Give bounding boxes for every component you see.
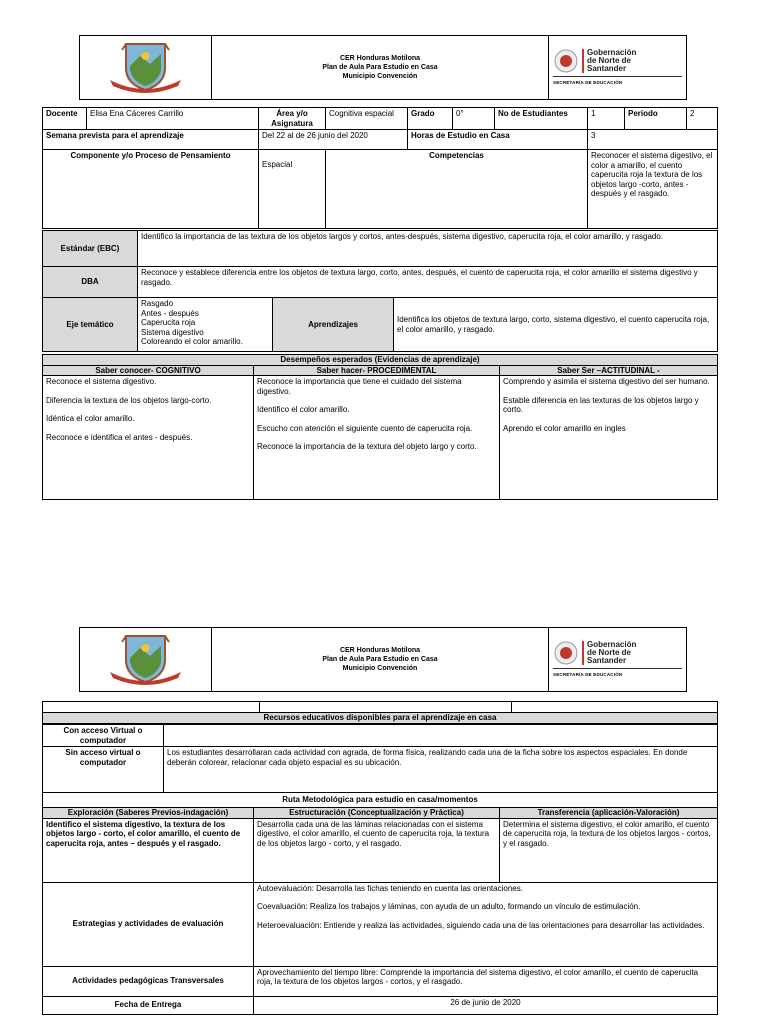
area-value: Cognitiva espacial [326,108,408,130]
ruta-label: Ruta Metodológica para estudio en casa/momentos [43,793,718,808]
fecha-value: 26 de junio de 2020 [254,996,718,1014]
institution-name: CER Honduras Motilona [339,54,421,62]
page1-header [79,35,687,100]
competencias-value: Reconocer el sistema digestivo, el color a amarillo, el cuento caperucita roja la textura de los objetos largo -corto, antes - después y el rasgado. [588,150,718,229]
col1-label: Saber conocer- COGNITIVO [43,365,254,376]
semana-value: Del 22 al de 26 junio del 2020 [259,130,408,150]
estandar-value: Identifico la importancia de las textura de los objetos largos y cortos, antes-después, sistema digestivo, caperucita roja, el color amarillo, y rasgado. [138,231,718,267]
school-crest-cell [80,36,212,100]
gov-line2: de Norte de [587,647,632,657]
col3-item: Comprendo y asimila el sistema digestivo del ser humano. [503,377,710,386]
fecha-label: Fecha de Entrega [43,996,254,1014]
eje-item: Rasgado [141,299,174,308]
col1-item: Diferencia la textura de los objetos largo-corto. [46,395,212,405]
gov-seal-icon [553,640,579,666]
sin-acceso-value: Los estudiantes desarrollaran cada actividad con agrada, de forma física, realizando cada una de la ficha sobre los aspectos espaciales. En donde deberán colorear, relacionar cada objeto espacial es su ubicación. [164,747,718,793]
dba-value: Reconoce y establece diferencia entre los objetos de textura largo, corto, antes, después, el cuento de caperucita roja, el color amarillo el sistema digestivo y rasgado. [138,267,718,298]
area-label: Área y/o Asignatura [259,108,326,130]
resources-table [42,701,718,724]
col3-label: Saber Ser –ACTITUDINAL - [500,365,718,376]
col2-item: Escucho con atención el siguiente cuento de caperucita roja. [257,423,473,433]
empty-cell [43,702,260,713]
transferencia-label: Transferencia (aplicación-Valoración) [500,808,718,819]
empty-cell [260,702,512,713]
recursos-label: Recursos educativos disponibles para el aprendizaje en casa [43,713,718,724]
institution-name: CER Honduras Motilona [339,646,421,654]
gov-logo-cell [549,628,687,692]
plan-details-table [42,107,718,229]
exploracion-label: Exploración (Saberes Previos-indagación) [43,808,254,819]
transferencia-value: Determina el sistema digestivo, el color amarillo, el cuento de caperucita roja, la textura de los objetos largos - cortos, y el rasgado. [500,818,718,882]
gov-line2: de Norte de [587,55,632,65]
plan-title: Plan de Aula Para Estudio en Casa [322,63,438,71]
gov-secretary: SECRETARÍA DE EDUCACIÓN [553,668,682,680]
municipality: Municipio Convención [342,72,418,80]
eje-label: Eje temático [43,298,138,352]
estructuracion-label: Estructuración (Conceptualización y Práctica) [254,808,500,819]
estrategias-label: Estrategias y actividades de evaluación [43,882,254,966]
semana-label: Semana prevista para el aprendizaje [43,130,259,150]
page2-header [79,627,687,692]
col1-item: Reconoce el sistema digestivo. [46,377,157,386]
gov-line1: Gobernación [587,639,637,649]
municipality: Municipio Convención [342,664,418,672]
col1-content [43,376,254,500]
col3-item: Estable diferencia en las texturas de los objetos largo y corto. [503,395,699,414]
plan-title: Plan de Aula Para Estudio en Casa [322,655,438,663]
school-crest-icon [80,36,211,96]
con-acceso-label: Con acceso Virtual o computador [43,725,164,747]
gov-line3: Santander [587,63,627,73]
school-crest-cell [80,628,212,692]
heteroevaluacion: Heteroevaluación: Entiende y realiza las actividades, siguiendo cada una de las orientaciones para desarrollar las actividades. [257,920,705,930]
desempenos-table [42,354,718,500]
estructuracion-value: Desarrolla cada una de las láminas relacionadas con el sistema digestivo, el color amarillo, el cuento de caperucita roja, la textura de los objetos largo - corto, y el rasgado. [254,818,500,882]
col3-item: Aprendo el color amarillo en ingles [503,423,626,433]
gov-secretary: SECRETARÍA DE EDUCACIÓN [553,76,682,88]
access-table [42,724,718,793]
col2-item: Identifico el color amarillo. [257,405,350,414]
institution-info [212,628,549,692]
exploracion-value: Identifico el sistema digestivo, la textura de los objetos largo - corto, el color amarillo, el cuento de caperucita roja, antes – después y el rasgado. [43,818,254,882]
col3-content [500,376,718,500]
aprendizajes-label: Aprendizajes [273,298,394,352]
estrategias-content [254,882,718,966]
autoevaluacion: Autoevaluación: Desarrolla las fichas teniendo en cuenta las orientaciones. [257,883,523,893]
docente-value: Elisa Ena Cáceres Carrillo [87,108,259,130]
horas-value: 3 [588,130,718,150]
gov-line3: Santander [587,655,627,665]
coevaluacion: Coevaluación: Realiza los trabajos y láminas, con ayuda de un adulto, formando un vínculo de estimulación. [257,902,641,911]
grado-label: Grado [408,108,453,130]
estudiantes-label: No de Estudiantes [495,108,588,130]
dba-label: DBA [43,267,138,298]
desempenos-label: Desempeños esperados (Evidencias de aprendizaje) [43,355,718,366]
col1-item: Reconoce e identifica el antes - después. [46,432,193,442]
docente-label: Docente [43,108,87,130]
eje-item: Caperucita roja [141,318,196,327]
standards-table [42,230,718,352]
competencias-label: Competencias [326,150,588,229]
eje-item: Coloreando el color amarillo. [141,337,243,346]
gov-seal-icon [553,48,579,74]
eje-item: Antes - después [141,308,199,318]
componente-label: Componente y/o Proceso de Pensamiento [43,150,259,229]
col2-item: Reconoce la importancia que tiene el cuidado del sistema digestivo. [257,377,462,396]
grado-value: 0° [453,108,495,130]
horas-label: Horas de Estudio en Casa [408,130,588,150]
gov-logo-cell [549,36,687,100]
componente-value: Espacial [259,150,326,229]
col2-content [254,376,500,500]
eje-item: Sistema digestivo [141,327,204,337]
empty-cell [512,702,718,713]
eje-items [138,298,273,352]
periodo-value: 2 [687,108,718,130]
transversales-value: Aprovechamiento del tiempo libre: Comprende la importancia del sistema digestivo, el color amarillo, el cuento de caperucita roja, la textura de los objetos largos - cortos, y el rasgado. [254,966,718,996]
con-acceso-value [164,725,718,747]
aprendizajes-value: Identifica los objetos de textura largo, corto, sistema digestivo, el cuento caperucita roja, el color amarillo, y rasgado. [394,298,718,352]
school-crest-icon [80,628,211,688]
estandar-label: Estándar (EBC) [43,231,138,267]
periodo-label: Período [625,108,687,130]
col2-item: Reconoce la importancia de la textura del objeto largo y corto. [257,442,477,451]
methodology-table [42,792,718,1015]
sin-acceso-label: Sin acceso virtual o computador [43,747,164,793]
col2-label: Saber hacer- PROCEDIMENTAL [254,365,500,376]
estudiantes-value: 1 [588,108,625,130]
institution-info [212,36,549,100]
transversales-label: Actividades pedagógicas Transversales [43,966,254,996]
gov-line1: Gobernación [587,47,637,57]
col1-item: Idéntica el color amarillo. [46,414,135,423]
